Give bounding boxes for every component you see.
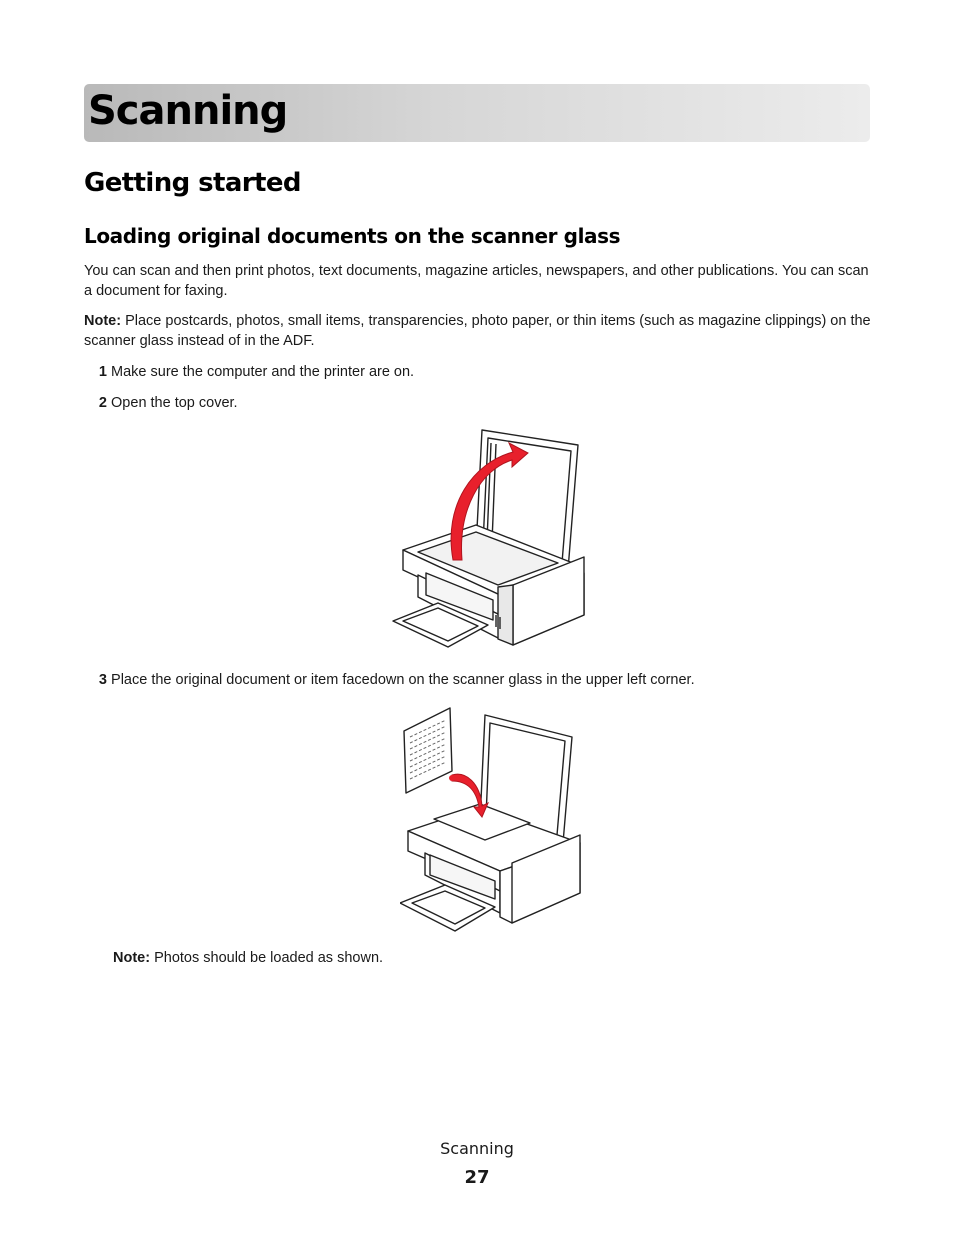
step-number: 1 — [98, 364, 107, 380]
note-paragraph — [84, 312, 874, 351]
step-number: 3 — [98, 672, 107, 688]
subsection-title: Loading original documents on the scanner glass — [84, 224, 621, 248]
step-text: Place the original document or item facedown on the scanner glass in the upper left corner. — [111, 672, 695, 688]
note-label: Note: — [84, 313, 122, 329]
step-text: Open the top cover. — [111, 395, 238, 411]
section-title: Getting started — [84, 168, 301, 198]
printer-open-cover-figure — [388, 425, 588, 657]
intro-paragraph: You can scan and then print photos, text documents, magazine articles, newspapers, and other publications. You can scan a document for faxing. — [84, 263, 869, 299]
step-2 — [84, 394, 238, 413]
step-number: 2 — [98, 395, 107, 411]
footer-section-name: Scanning — [440, 1139, 514, 1158]
page-number: 27 — [464, 1167, 490, 1188]
step-3 — [84, 671, 695, 690]
step-text: Make sure the computer and the printer are on. — [111, 364, 415, 380]
step-1 — [84, 363, 414, 382]
start-dot-icon — [449, 775, 455, 781]
chapter-title: Scanning — [88, 88, 288, 134]
chapter-banner — [84, 84, 870, 142]
note-text: Place postcards, photos, small items, transparencies, photo paper, or thin items (such as magazine clippings) on the scanner glass instead of in the ADF. — [84, 313, 871, 349]
note-label: Note: — [113, 950, 151, 966]
photo-note — [113, 949, 903, 969]
note-text: Photos should be loaded as shown. — [150, 950, 384, 966]
printer-place-document-figure — [400, 703, 585, 935]
